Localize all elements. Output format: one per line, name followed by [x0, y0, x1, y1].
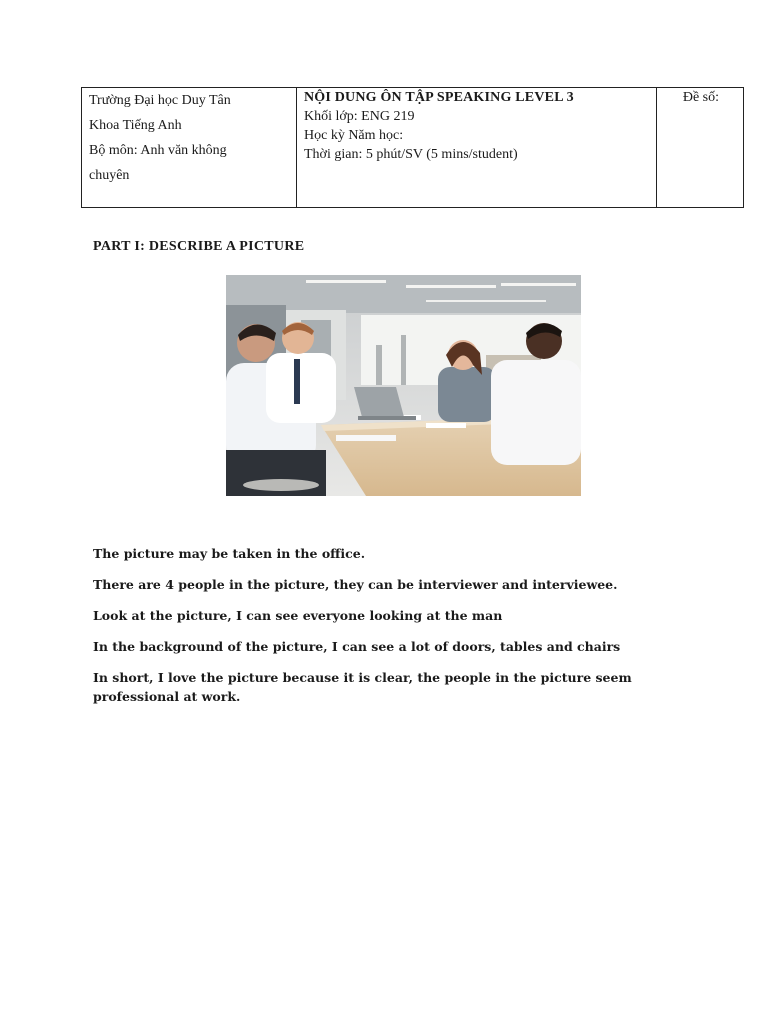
- exam-info-cell: [297, 88, 657, 208]
- school-name: Trường Đại học Duy Tân: [89, 93, 231, 108]
- answer-line-2: There are 4 people in the picture, they can be interviewer and interviewee.: [93, 577, 618, 592]
- exam-title: NỘI DUNG ÔN TẬP SPEAKING LEVEL 3: [304, 90, 574, 105]
- answer-line-5: In short, I love the picture because it is clear, the people in the picture seem professional at work.: [93, 670, 632, 704]
- answer-line-4: In the background of the picture, I can see a lot of doors, tables and chairs: [93, 639, 621, 654]
- exam-number-cell: [657, 88, 744, 208]
- office-meeting-photo: [226, 275, 581, 496]
- grade-line: Khối lớp: ENG 219: [304, 109, 415, 124]
- answer-line-3: Look at the picture, I can see everyone looking at the man: [93, 608, 503, 623]
- school-info-cell: [82, 88, 297, 208]
- faculty-name: Khoa Tiếng Anh: [89, 118, 182, 133]
- answer-list: [93, 544, 683, 718]
- part-title: PART I: DESCRIBE A PICTURE: [93, 239, 305, 254]
- department-line-2: chuyên: [89, 168, 130, 183]
- time-line: Thời gian: 5 phút/SV (5 mins/student): [304, 147, 518, 162]
- exam-number-label: Đề số:: [682, 90, 719, 105]
- semester-line: Học kỳ Năm học:: [304, 128, 404, 143]
- answer-line-1: The picture may be taken in the office.: [93, 546, 366, 561]
- department-line-1: Bộ môn: Anh văn không: [89, 143, 227, 158]
- header-table: [81, 87, 744, 208]
